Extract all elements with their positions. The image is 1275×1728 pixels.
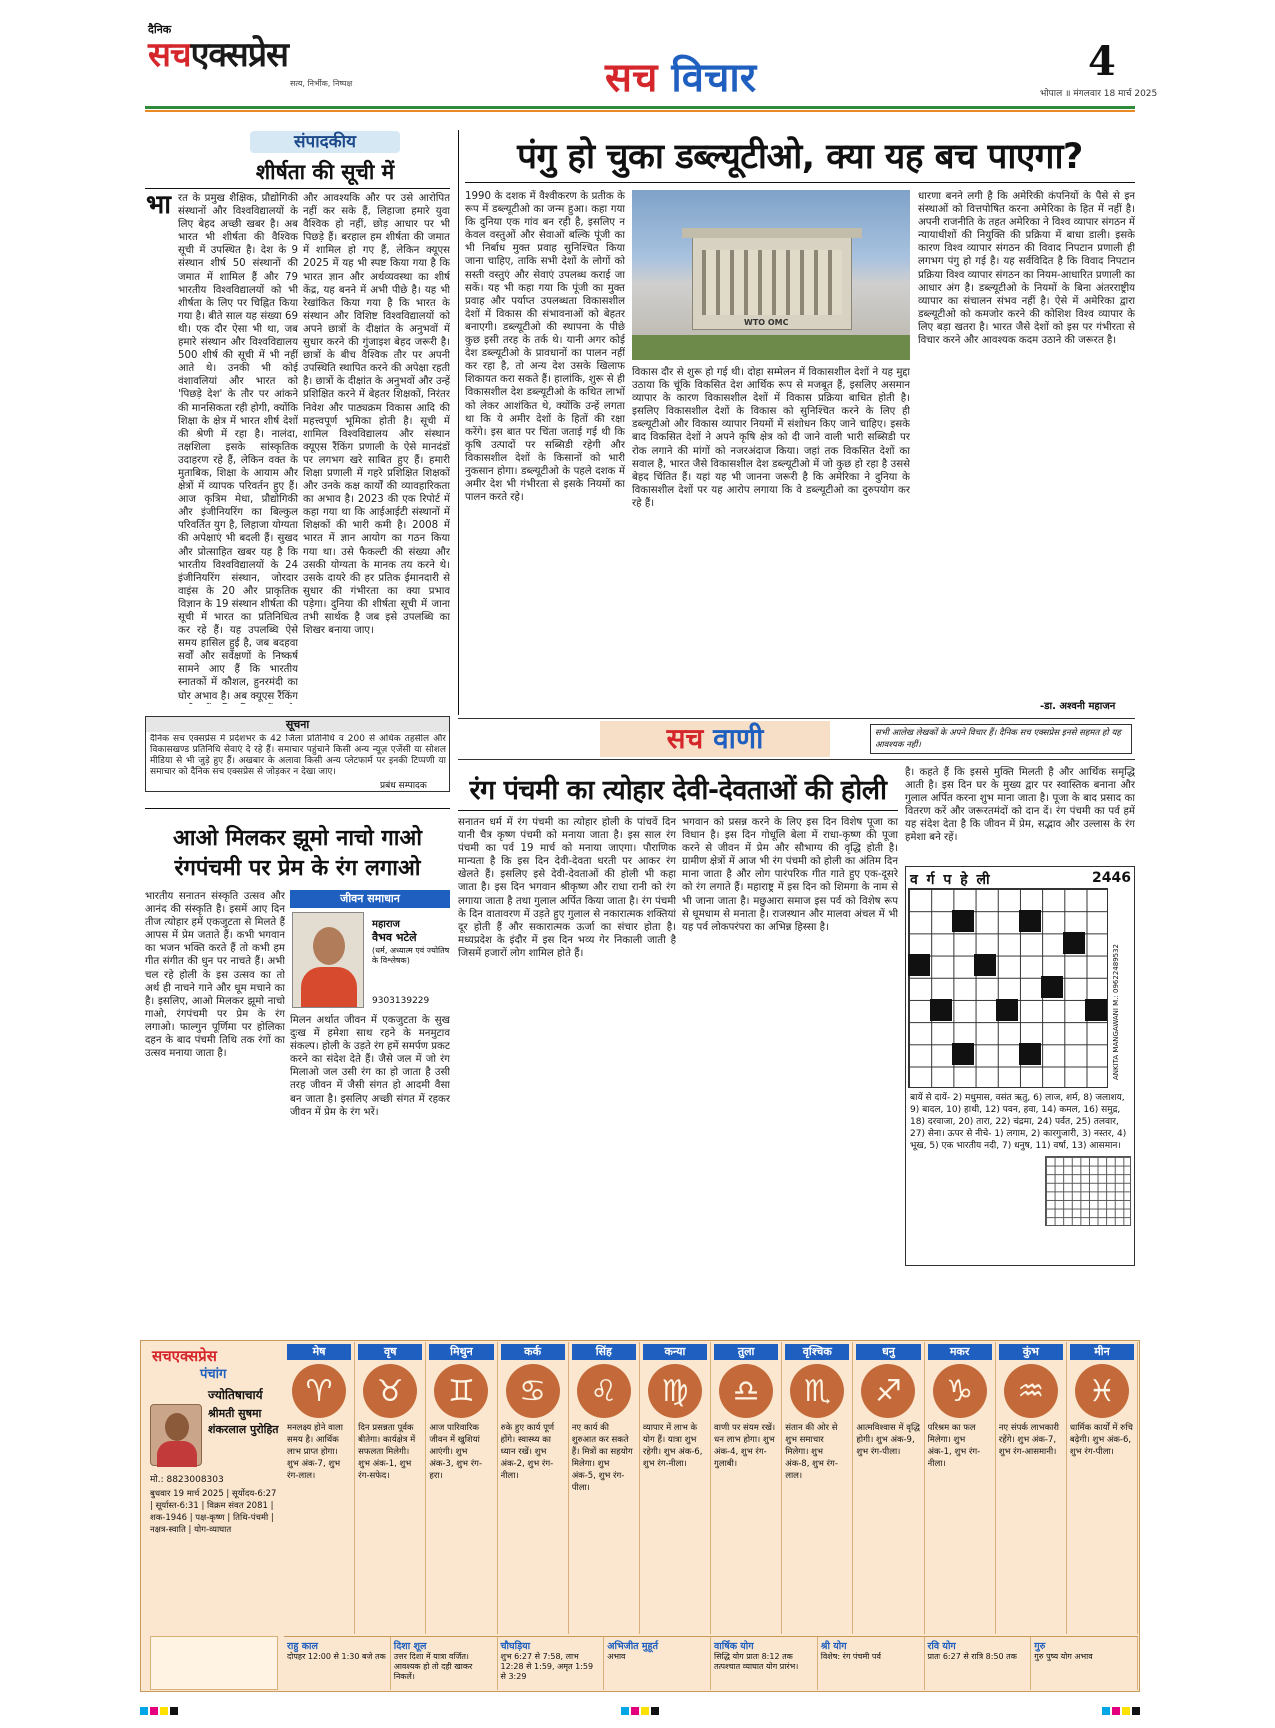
paper-logo — [148, 30, 288, 76]
rashi-forecast: वाणी पर संयम रखें। धन लाभ होगा। शुभ अंक-4, शुभ रंग-गुलाबी। — [714, 1423, 776, 1469]
panchang-brand: सचएक्सप्रेस — [152, 1347, 217, 1365]
muhurat-label: रवि योग — [927, 1641, 956, 1652]
rashi-forecast: रुके हुए कार्य पूर्ण होंगे। स्वास्थ्य का ध्यान रखें। शुभ अंक-2, शुभ रंग-नीला। — [500, 1423, 555, 1481]
rashi-libra — [711, 1342, 782, 1634]
masthead-rule-orange — [145, 110, 1135, 112]
muhurat-cell — [391, 1637, 498, 1690]
jeevan-samadhan-tag: जीवन समाधान — [290, 890, 450, 908]
rashi-forecast: व्यापार में लाभ के योग हैं। यात्रा शुभ रहेगी। शुभ अंक-6, शुभ रंग-नीला। — [642, 1423, 703, 1469]
muhurat-label: श्री योग — [820, 1641, 847, 1652]
section-title — [605, 48, 756, 103]
muhurat-cell — [604, 1637, 711, 1690]
wto-building-photo — [632, 190, 910, 360]
editorial-tag: संपादकीय — [250, 131, 400, 153]
panchang-title: पंचांग — [200, 1367, 227, 1382]
rashi-name: कन्या — [643, 1344, 707, 1360]
author-photo-body — [301, 967, 357, 1008]
rashi-virgo — [640, 1342, 711, 1634]
holi-col-1: भारतीय सनातन संस्कृति उत्सव और आनंद की संस्कृति है। इसमें आए दिन तीज त्योहार हमें एकजुटता से मिलते हैं आपस में प्रेम जताते हैं। कभी भगवान का भजन भक्ति करते हैं तो कभी हम गीत संगीत की धुन पर नाचते हैं। अभी चल रहे होली के इस उत्सव का तो अर्थ ही नाचने गाने और धूम मचाने का है। इसलिए, आओ मिलकर झूमो नाचो गाओ, रंगपंचमी पर प्रेम के रंग लगाओ। फाल्गुन पूर्णिमा पर होलिका दहन के बाद पंचमी तिथि तक रंगों का उत्सव मनाया जाता है। — [145, 891, 285, 1060]
rashi-name: मकर — [928, 1344, 992, 1360]
muhurat-cell — [498, 1637, 605, 1690]
author-photo — [292, 912, 364, 1008]
date-line: भोपाल ॥ मंगलवार 18 मार्च 2025 — [1040, 89, 1158, 99]
astro-name-1: श्रीमती सुषमा — [208, 1407, 262, 1420]
muhurat-label: दिशा शूल — [393, 1641, 427, 1652]
rashi-name: तुला — [714, 1344, 778, 1360]
photo-lawn — [632, 335, 910, 360]
notice-sign: प्रबंध सम्पादक — [380, 781, 427, 791]
sach-vani-col-3-top: है। कहते हैं कि इससे मुक्ति मिलती है और आर्थिक समृद्धि आती है। इस दिन घर के मुख्य द्वार पर स्वास्तिक बनाना और गुलाल अर्पित करना शुभ माना जाता है। पूजा के बाद प्रसाद का वितरण करें और जरूरतमंदों को दान दें। रंग पंचमी का पर्व हमें यह संदेश देता है कि जीवन में प्रेम, सद्भाव और उल्लास के रंग हमेशा बने रहें। — [905, 767, 1135, 844]
author-phone: 9303139229 — [372, 996, 430, 1006]
photo-building-top — [682, 228, 862, 238]
muhurat-label: अभिजीत मुहूर्त — [607, 1641, 659, 1652]
astro-name-2: शंकरलाल पुरोहित — [208, 1423, 279, 1436]
rashi-name: धनु — [856, 1344, 920, 1360]
libra-icon: ♎ — [719, 1364, 773, 1418]
lead-col-1: 1990 के दशक में वैश्वीकरण के प्रतीक के रूप में डब्ल्यूटीओ का जन्म हुआ। कहा गया कि दुनिया एक गांव बन रही है, इसलिए न केवल वस्तुओं और सेवाओं बल्कि पूंजी का भी निर्बाध मुक्त प्रवाह सुनिश्चित किया जाना चाहिए, ताकि सभी देशों के लोगों को सस्ती वस्तुएं और सेवाएं उपलब्ध कराई जा सकें। यह भी कहा गया कि पूंजी का मुक्त प्रवाह और पर्याप्त उपलब्धता विकासशील देशों में विकास की संभावनाओं को बेहतर बनाएगी। डब्ल्यूटीओ की स्थापना के पीछे कुछ इसी तरह के तर्क थे। यानी अगर कोई देश डब्ल्यूटीओ के प्रावधानों का पालन नहीं कर रहा है, तो अन्य देश उसके खिलाफ शिकायत करा सकते हैं। हालांकि, शुरू से ही विकासशील देश डब्ल्यूटीओ के कथित लाभों को लेकर आशंकित थे, क्योंकि उन्हें लगता था कि ये अमीर देशों के हितों की रक्षा करेंगे। इस बात पर चिंता जताई गई थी कि कृषि उत्पादों पर सब्सिडी रहेगी और विकासशील देशों के किसानों को भारी नुकसान होगा। डब्ल्यूटीओ के पहले दशक में अमीर देश भी गंभीरता से इसके नियमों का पालन करते रहे। — [465, 191, 625, 504]
virgo-icon: ♍ — [648, 1364, 702, 1418]
rashi-name: वृश्चिक — [785, 1344, 849, 1360]
paper-name-red: सच — [148, 35, 191, 75]
holi-headline-1: आओ मिलकर झूमो नाचो गाओ — [173, 826, 422, 851]
lead-rule-left — [458, 130, 459, 715]
leo-icon: ♌ — [577, 1364, 631, 1418]
author-label: महाराज — [372, 919, 400, 930]
muhurat-text: प्रातः 6:27 से रात्रि 8:50 तक — [927, 1652, 1017, 1661]
scorpio-icon: ♏ — [790, 1364, 844, 1418]
sach-vani-blue: वाणी — [713, 722, 764, 755]
lead-headline: पंगु हो चुका डब्ल्यूटीओ, क्या यह बच पाएगा? — [517, 137, 1083, 177]
muhurat-text: अभाव — [607, 1652, 626, 1661]
rashi-forecast: परिश्रम का फल मिलेगा। शुभ अंक-1, शुभ रंग-नीला। — [927, 1423, 981, 1469]
sach-vani-title — [600, 721, 830, 757]
rashi-gemini — [426, 1342, 497, 1634]
crossword-setter: ANKITA MANGAWANI M.: 09622489532 — [1112, 943, 1120, 1080]
paper-tagline: सत्य, निर्भीक, निष्पक्ष — [290, 79, 353, 88]
rashi-capricorn — [925, 1342, 996, 1634]
muhurat-cell — [818, 1637, 925, 1690]
rashi-forecast: दिन प्रसन्नता पूर्वक बीतेगा। कार्यक्षेत्र में सफलता मिलेगी। शुभ अंक-1, शुभ रंग-सफेद। — [358, 1423, 416, 1481]
holi-col-2: मिलन अर्थात जीवन में एकजुटता के सुख दुःख में हमेशा साथ रहने के मनमुटाव संकल्प। होली के उड़ते रंग हमें समर्पण प्रकट करने का संदेश देते हैं। जैसे जल में जो रंग मिलाओ जल उसी रंग का हो जाता है उसी तरह जीवन में जैसी संगत हो आदमी वैसा बन जाता है। इसलिए अच्छी संगत में रहकर जीवन में प्रेम के रंग भरें। — [290, 1015, 450, 1118]
muhurat-text: विशेष: रंग पंचमी पर्व — [820, 1652, 881, 1661]
editorial-col-1: रत के प्रमुख शैक्षिक, प्रौद्योगिकी संस्थानों और विश्वविद्यालयों के लिए बेहद अच्छी खबर है। अब भारत भी शीर्षता की वैश्विक सूची में उपस्थित है। देश के 9 संस्थान शीर्ष 50 संस्थानों की जमात में शामिल हैं और 79 भारतीय विश्वविद्यालयों को भी शीर्षता के लिए पर चिह्नित किया गया है। बीते साल यह संख्या 69 थी। एक दौर ऐसा भी था, जब हमारे संस्थान और विश्वविद्यालय 500 शीर्ष की सूची में भी नहीं आते थे। उनकी भी कोई वंशावलियां और भारत को 'पिछड़े देश' के तौर पर आंकने की मानसिकता रही होगी, क्योंकि शिक्षा के क्षेत्र में भारत शीर्ष देशों की श्रेणी में रहा है। नालंदा, तक्षशिला इसके सांस्कृतिक उदाहरण रहे हैं, लेकिन वक्त के मुताबिक, शिक्षा के आयाम और क्षेत्रों में व्यापक परिवर्तन हुए हैं। आज कृत्रिम मेधा, प्रौद्योगिकी और इंजीनियरिंग का बिल्कुल परिवर्तित युग है, लिहाजा योग्यता की अपेक्षाएं भी बदली हैं। सुखद और प्रोत्साहित खबर यह है कि भारतीय विश्वविद्यालयों के 24 इंजीनियरिंग संस्थान, जोरदार वाइंस के 20 और प्राकृतिक विज्ञान के 19 संस्थान शीर्षता की सूची में भारत का प्रतिनिधित्व कर रहे हैं। यह उपलब्धि ऐसे समय हासिल हुई है, जब बदहवा सर्वों और सर्वेक्षणों के निष्कर्ष सामने आए हैं कि भारतीय स्नातकों में कौशल, हुनरमंदी का घोर अभाव है। अब क्यूएस रैंकिंग — [178, 193, 298, 702]
sach-vani-col-1: सनातन धर्म में रंग पंचमी का त्योहार होली के पांचवें दिन यानी चैत्र कृष्ण पंचमी को मनाया जाता है। इस साल रंग पंचमी का पर्व 19 मार्च को मनाया जाएगा। पौराणिक मान्यता है कि इस दिन देवी-देवता धरती पर आकर रंग खेलते हैं। इसलिए इसे देवी-देवताओं की होली भी कहा जाता है। इस दिन भगवान श्रीकृष्ण और राधा रानी को रंग लगाया जाता है तथा गुलाल अर्पित किया जाता है। रंग पंचमी के दिन वातावरण में उड़ते हुए गुलाल से नकारात्मक शक्तियां दूर होती हैं और सकारात्मक ऊर्जा का संचार होता है। मध्यप्रदेश के इंदौर में इस दिन भव्य गेर निकाली जाती है जिसमें हजारों लोग शामिल होते हैं। — [458, 817, 676, 959]
rashi-forecast: नए कार्य की शुरुआत कर सकते हैं। मित्रों का सहयोग मिलेगा। शुभ अंक-5, शुभ रंग-पीला। — [571, 1423, 633, 1493]
holi-rule-top — [145, 808, 450, 809]
rashi-forecast: आत्मविश्वास में वृद्धि होगी। शुभ अंक-9, शुभ रंग-पीला। — [856, 1423, 920, 1457]
rashi-forecast: आज पारिवारिक जीवन में खुशियां आएंगी। शुभ अंक-3, शुभ रंग-हरा। — [429, 1423, 483, 1481]
section-title-red: सच — [605, 55, 658, 101]
taurus-icon: ♉ — [363, 1364, 417, 1418]
muhurat-text: गुरु पुष्य योग अभाव — [1034, 1652, 1093, 1661]
muhurat-label: राहु काल — [287, 1641, 318, 1652]
notice-text: दैनिक सच एक्सप्रेस में प्रदेशभर के 42 जिला प्रतिनिधि व 200 से अधिक तहसील और विकासखण्ड प्रतिनिधि सेवाएं दे रहे हैं। समाचार पहुंचाने किसी अन्य न्यूज़ एजेंसी या सोशल मीडिया से भी जुड़े हुए हैं। अखबार के अलावा किसी अन्य प्लेटफार्म पर इनकी टिप्पणी या समाचार को दैनिक सच एक्सप्रेस से जोड़कर न देखा जाए। — [150, 734, 446, 776]
rangpanchami-headline: रंग पंचमी का त्योहार देवी-देवताओं की होली — [469, 775, 887, 806]
rashi-aries — [284, 1342, 355, 1634]
rashi-sagittarius — [853, 1342, 924, 1634]
rashi-forecast: नए संपर्क लाभकारी रहेंगे। शुभ अंक-7, शुभ रंग-आसमानी। — [998, 1423, 1059, 1457]
muhurat-text: उत्तर दिशा में यात्रा वर्जित। आवश्यक हो तो दही खाकर निकलें। — [393, 1652, 473, 1681]
panchang-info: बुधवार 19 मार्च 2025 | सूर्योदय-6:27 | सूर्यास्त-6:31 | विक्रम संवत 2081 | शक-1946 | पक्ष-कृष्ण | तिथि-पंचमी | नक्षत्र-स्वाति | योग-व्याघात — [150, 1489, 277, 1535]
lead-col-3: विकास दौर से शुरू हो गई थी। दोहा सम्मेलन में विकासशील देशों ने यह मुद्दा उठाया कि चूंकि विकसित देश आर्थिक रूप से मजबूत हैं, इसलिए असमान व्यापार के कारण विकासशील देशों में विकास प्रक्रिया बाधित होती है। इसलिए विकासशील देशों के विकास को सुनिश्चित करने के लिए ही डब्ल्यूटीओ और विकास व्यापार नियमों में संशोधन किए जाने चाहिए। इसके बाद विकसित देशों ने अपने कृषि क्षेत्र को दी जाने वाली भारी सब्सिडी पर रोक लगाने की मांगों को नजरअंदाज किया। जहां तक विकसित देशों का सवाल है, भारत जैसे विकासशील देश डब्ल्यूटीओ में जो कुछ हो रहा है उससे बेहद चिंतित हैं। यहां यह भी जानना जरूरी है कि अमेरिका ने दुनिया के विकासशील देशों पर यह आरोप लगाया कि वे डब्ल्यूटीओ का दुरुपयोग कर रहे हैं। — [632, 367, 910, 509]
muhurat-label: चौघड़िया — [500, 1641, 531, 1652]
author-photo-head — [313, 927, 345, 965]
muhurat-text: शुभ 6:27 से 7:58, लाभ 12:28 से 1:59, अमृत 1:59 से 3:29 — [500, 1652, 594, 1681]
cancer-icon: ♋ — [506, 1364, 560, 1418]
astro-mobile: मो.: 8823008303 — [150, 1475, 224, 1485]
rashi-name: मेष — [287, 1344, 351, 1360]
paper-daily-label: दैनिक — [148, 23, 172, 36]
muhurat-cell — [925, 1637, 1032, 1690]
panchang-footer-left — [150, 1636, 278, 1690]
crossword-title: व र्ग प हे ली — [910, 872, 992, 888]
rashi-forecast: संतान की ओर से शुभ समाचार मिलेगा। शुभ अंक-8, शुभ रंग-लाल। — [785, 1423, 838, 1481]
print-marks — [140, 1706, 1140, 1716]
crossword-clues: बायें से दायें- 2) मधुमास, वसंत ऋतु, 6) लाज, शर्म, 8) जलाशय, 9) बादल, 10) हाथी, 12) पवन, हवा, 14) कमल, 16) समुद्र, 18) दरवाजा, 20) तारा, 22) चंद्रमा, 24) पर्वत, 25) तलवार, 27) सेना। ऊपर से नीचे- 1) लगाम, 2) कारगुजारी, 3) नस्तर, 4) भूख, 5) एक भारतीय नदी, 7) धनुष, 11) वर्षा, 13) आसमान। — [910, 1093, 1127, 1151]
lead-byline: -डा. अश्वनी महाजन — [1040, 701, 1116, 712]
capricorn-icon: ♑ — [933, 1364, 987, 1418]
rashi-pisces — [1067, 1342, 1138, 1634]
lead-col-4: धारणा बनने लगी है कि अमेरिकी कंपनियों के पैसे से इन संस्थाओं को वित्तपोषित करना अमेरिका के हित में नहीं है। अपनी राजनीति के तहत अमेरिका ने विश्व व्यापार संगठन में न्यायाधीशों की नियुक्ति की प्रक्रिया में बाधा डाली। इसके कारण विश्व व्यापार संगठन की विवाद निपटान प्रणाली ही लगभग पंगु हो गई है। यह सर्वविदित है कि विवाद निपटान प्रक्रिया विश्व व्यापार संगठन का नियम-आधारित प्रणाली का आधार अंग है। डब्ल्यूटीओ के नियमों के बिना अंतरराष्ट्रीय व्यापार का संचालन संभव नहीं है। ऐसे में अमेरिका द्वारा डब्ल्यूटीओ को कमजोर करने की कोशिश विश्व व्यापार के लिए बड़ा खतरा है। भारत जैसे देशों को इस पर गंभीरता से विचार करने और आवश्यक कदम उठाने की जरूरत है। — [918, 191, 1135, 347]
crossword-black-cells — [908, 888, 1108, 1088]
editorial-drop-cap: भा — [146, 190, 172, 220]
aries-icon: ♈ — [292, 1364, 346, 1418]
photo-sign: WTO OMC — [744, 318, 789, 327]
author-role: (धर्म, अध्यात्म एवं ज्योतिष के विश्लेषक) — [372, 946, 450, 965]
astro-label: ज्योतिषाचार्य — [208, 1388, 263, 1402]
muhurat-row — [284, 1636, 1138, 1690]
rashi-forecast: मनलक्ष्य होने वाला समय है। आर्थिक लाभ प्राप्त होगा। शुभ अंक-7, शुभ रंग-लाल। — [287, 1423, 344, 1481]
rashi-name: मिथुन — [429, 1344, 493, 1360]
sach-vani-red: सच — [666, 722, 704, 755]
rashi-name: कर्क — [501, 1344, 565, 1360]
rashi-aquarius — [996, 1342, 1067, 1634]
sach-vani-col-2: भगवान को प्रसन्न करने के लिए इस दिन विशेष पूजा का विधान है। इस दिन गोधूलि बेला में राधा-कृष्ण की पूजा करने से जीवन में प्रेम और सौभाग्य की वृद्धि होती है। ग्रामीण क्षेत्रों में आज भी रंग पंचमी को होली का अंतिम दिन माना जाता है और लोग पारंपरिक गीत गाते हुए एक-दूसरे को रंग लगाते हैं। महाराष्ट्र में इस दिन को शिमगा के नाम से भी जाना जाता है। मछुआरा समाज इस पर्व को विशेष रूप से धूमधाम से मनाता है। राजस्थान और मालवा अंचल में भी यह पर्व लोकपरंपरा का अभिन्न हिस्सा है। — [682, 817, 898, 933]
rashi-taurus — [355, 1342, 426, 1634]
rashi-name: वृष — [358, 1344, 422, 1360]
muhurat-cell — [284, 1637, 391, 1690]
astro-photo — [150, 1404, 202, 1466]
notice-header: सूचना — [146, 717, 449, 732]
holi-headline-2: रंगपंचमी पर प्रेम के रंग लगाओ — [174, 856, 421, 881]
editorial-title: शीर्षता की सूची में — [255, 160, 395, 184]
editorial-rule — [145, 188, 450, 189]
rashi-leo — [569, 1342, 640, 1634]
rashi-forecast: धार्मिक कार्यों में रुचि बढ़ेगी। शुभ अंक-6, शुभ रंग-पीला। — [1069, 1423, 1133, 1457]
photo-building-windows — [702, 250, 842, 315]
muhurat-label: वार्षिक योग — [714, 1641, 754, 1652]
muhurat-cell — [1031, 1637, 1138, 1690]
sagittarius-icon: ♐ — [861, 1364, 915, 1418]
muhurat-cell — [711, 1637, 818, 1690]
sach-vani-note: सभी आलेख लेखकों के अपने विचार हैं। दैनिक सच एक्सप्रेस इनसे सहमत हो यह आवश्यक नहीं। — [870, 724, 1132, 754]
rashi-name: मीन — [1070, 1344, 1134, 1360]
crossword-prev-solution — [1045, 1156, 1131, 1226]
pisces-icon: ♓ — [1075, 1364, 1129, 1418]
gemini-icon: ♊ — [434, 1364, 488, 1418]
lead-rule-top — [465, 182, 1135, 183]
muhurat-text: दोपहर 12:00 से 1:30 बजे तक — [287, 1652, 386, 1661]
crossword-number: 2446 — [1092, 870, 1131, 886]
rashi-name: कुंभ — [999, 1344, 1063, 1360]
rashi-scorpio — [782, 1342, 853, 1634]
rashi-cancer — [498, 1342, 569, 1634]
section-title-blue: विचार — [671, 55, 757, 101]
aquarius-icon: ♒ — [1004, 1364, 1058, 1418]
masthead — [0, 0, 1275, 118]
page-number: 4 — [1088, 38, 1116, 85]
author-name: वैभव भटेले — [372, 931, 417, 944]
editorial-col-2: और आवश्यकि और पर उसे आरोपित नहीं कर सके हैं, लिहाजा हमारे युवा वैश्विक हो नहीं, छोड़ आधार पर भी पिछड़े हैं। बरहाल हम शीर्षता की जमात में शामिल हो गए हैं, लेकिन क्यूएस 2025 में यह भी स्पष्ट किया गया है कि भारत ज्ञान और अर्थव्यवस्था का शीर्ष केंद्र, यह बनने में अभी पीछे है। यह भी रेखांकित किया गया है कि भारत के संस्थान और विशिष्ट विश्वविद्यालयों को अपने छात्रों के दीक्षांत के अनुभवों में सुधार करने की गुंजाइश बेहद जरूरी है। छात्रों के बीच वैश्विक तौर पर अपनी उपस्थिति स्थापित करने की अपेक्षा रहती है। छात्रों के दीक्षांत के अनुभवों और उन्हें प्रशिक्षित करने में बेहतर शिक्षकों, निरंतर निवेश और पाठ्यक्रम विकास आदि की महत्त्वपूर्ण भूमिका होती है। सूची में शामिल विश्वविद्यालय और संस्थान क्यूएस रैंकिंग प्रणाली के ऐसे मानदंडों पर लगभग खरे साबित हुए हैं। हमारी शिक्षा प्रणाली में गहरे प्रशिक्षित शिक्षकों और उनके कक्ष कार्यों की व्यावहारिकता का अभाव है। 2023 की एक रिपोर्ट में कहा गया था कि आईआईटी संस्थानों में शिक्षकों की भारी कमी है। 2008 में भारत में ज्ञान आयोग का गठन किया गया था। उसे फैकल्टी की संख्या और उसकी योग्यता के मानक तय करने थे। उसके दायरे की हर प्रतिक ईमानदारी से सुधार की गंभीरता का क्या प्रभाव पड़ेगा। दुनिया की शीर्षता सूची में जाना तभी सार्थक है जब इसे उपलब्धि का शिखर बनाया जाए। — [303, 193, 450, 637]
rashi-name: सिंह — [572, 1344, 636, 1360]
sach-vani-rule — [458, 810, 898, 811]
masthead-rule-green — [145, 106, 1135, 109]
muhurat-label: गुरु — [1034, 1641, 1046, 1652]
rashi-row — [284, 1342, 1138, 1634]
paper-name-black: एक्सप्रेस — [190, 35, 289, 75]
muhurat-text: सिद्धि योग प्रातः 8:12 तक तत्पश्चात व्याघात योग प्रारंभ। — [714, 1652, 799, 1671]
